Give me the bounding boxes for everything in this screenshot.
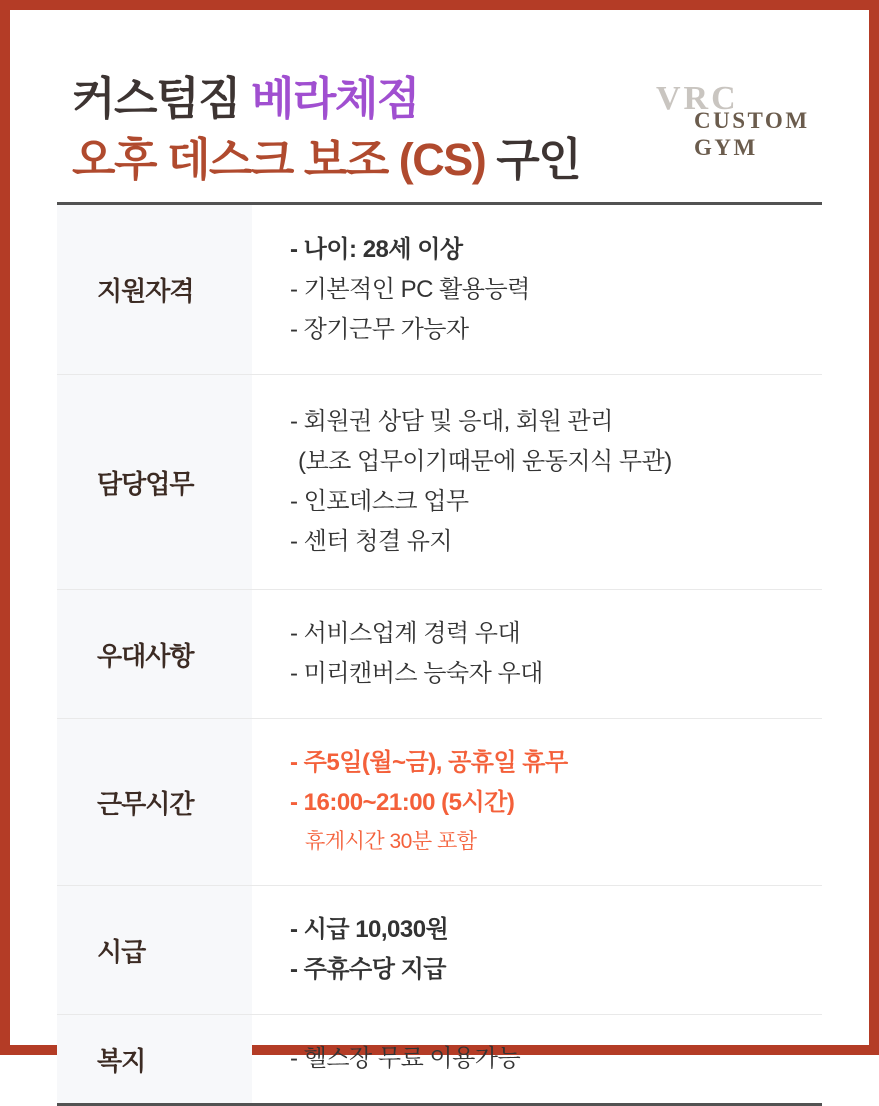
list-item: - 주휴수당 지급 — [290, 956, 446, 983]
job-spec-table — [57, 202, 822, 1106]
list-item: - 헬스장 무료 이용가능 — [290, 1045, 521, 1072]
table-row-preferred — [57, 590, 822, 719]
table-row-duties — [57, 375, 822, 590]
list-item: (보조 업무이기때문에 운동지식 무관) — [298, 448, 672, 475]
row-content — [252, 886, 822, 1014]
page-title-line1 — [72, 68, 580, 129]
list-item: - 나이: 28세 이상 — [290, 235, 463, 263]
logo-gym-text: GYM — [694, 135, 758, 160]
list-item: - 장기근무 가능자 — [290, 315, 469, 343]
table-row-benefits — [57, 1015, 822, 1103]
table-row-work-hours — [57, 719, 822, 886]
row-content — [252, 590, 822, 718]
page-title-line2 — [72, 129, 580, 190]
list-item: - 기본적인 PC 활용능력 — [290, 275, 530, 303]
row-label: 시급 — [57, 886, 252, 1014]
list-item: 휴게시간 30분 포함 — [305, 830, 477, 853]
row-content — [252, 205, 822, 374]
list-item: - 센터 청결 유지 — [290, 528, 453, 555]
row-label: 근무시간 — [57, 719, 252, 885]
list-item: - 인포데스크 업무 — [290, 488, 469, 515]
list-item: - 주5일(월~금), 공휴일 휴무 — [290, 749, 568, 776]
list-item: - 서비스업계 경력 우대 — [290, 620, 521, 647]
row-content — [252, 375, 822, 589]
title-suffix: 구인 — [485, 134, 581, 185]
table-row-hourly-wage — [57, 886, 822, 1015]
row-content — [252, 719, 822, 885]
title-branch-name: 베라체점 — [250, 73, 419, 124]
list-item: - 미리캔버스 능숙자 우대 — [290, 660, 543, 687]
row-label: 지원자격 — [57, 205, 252, 374]
title-gym-name: 커스텀짐 — [72, 73, 251, 124]
logo-vrc-text: VRC — [656, 80, 739, 117]
row-label: 복지 — [57, 1015, 252, 1103]
row-label: 담당업무 — [57, 375, 252, 589]
row-label: 우대사항 — [57, 590, 252, 718]
title-role: 오후 데스크 보조 (CS) — [72, 134, 486, 185]
list-item: - 16:00~21:00 (5시간) — [290, 789, 515, 816]
row-content — [252, 1015, 822, 1103]
list-item: - 회원권 상담 및 응대, 회원 관리 — [290, 408, 613, 435]
list-item: - 시급 10,030원 — [290, 916, 449, 943]
logo-custom-text: CUSTOM — [694, 108, 810, 133]
vrc-custom-gym-logo — [646, 72, 846, 172]
table-row-qualifications — [57, 205, 822, 375]
page-title — [72, 68, 580, 190]
